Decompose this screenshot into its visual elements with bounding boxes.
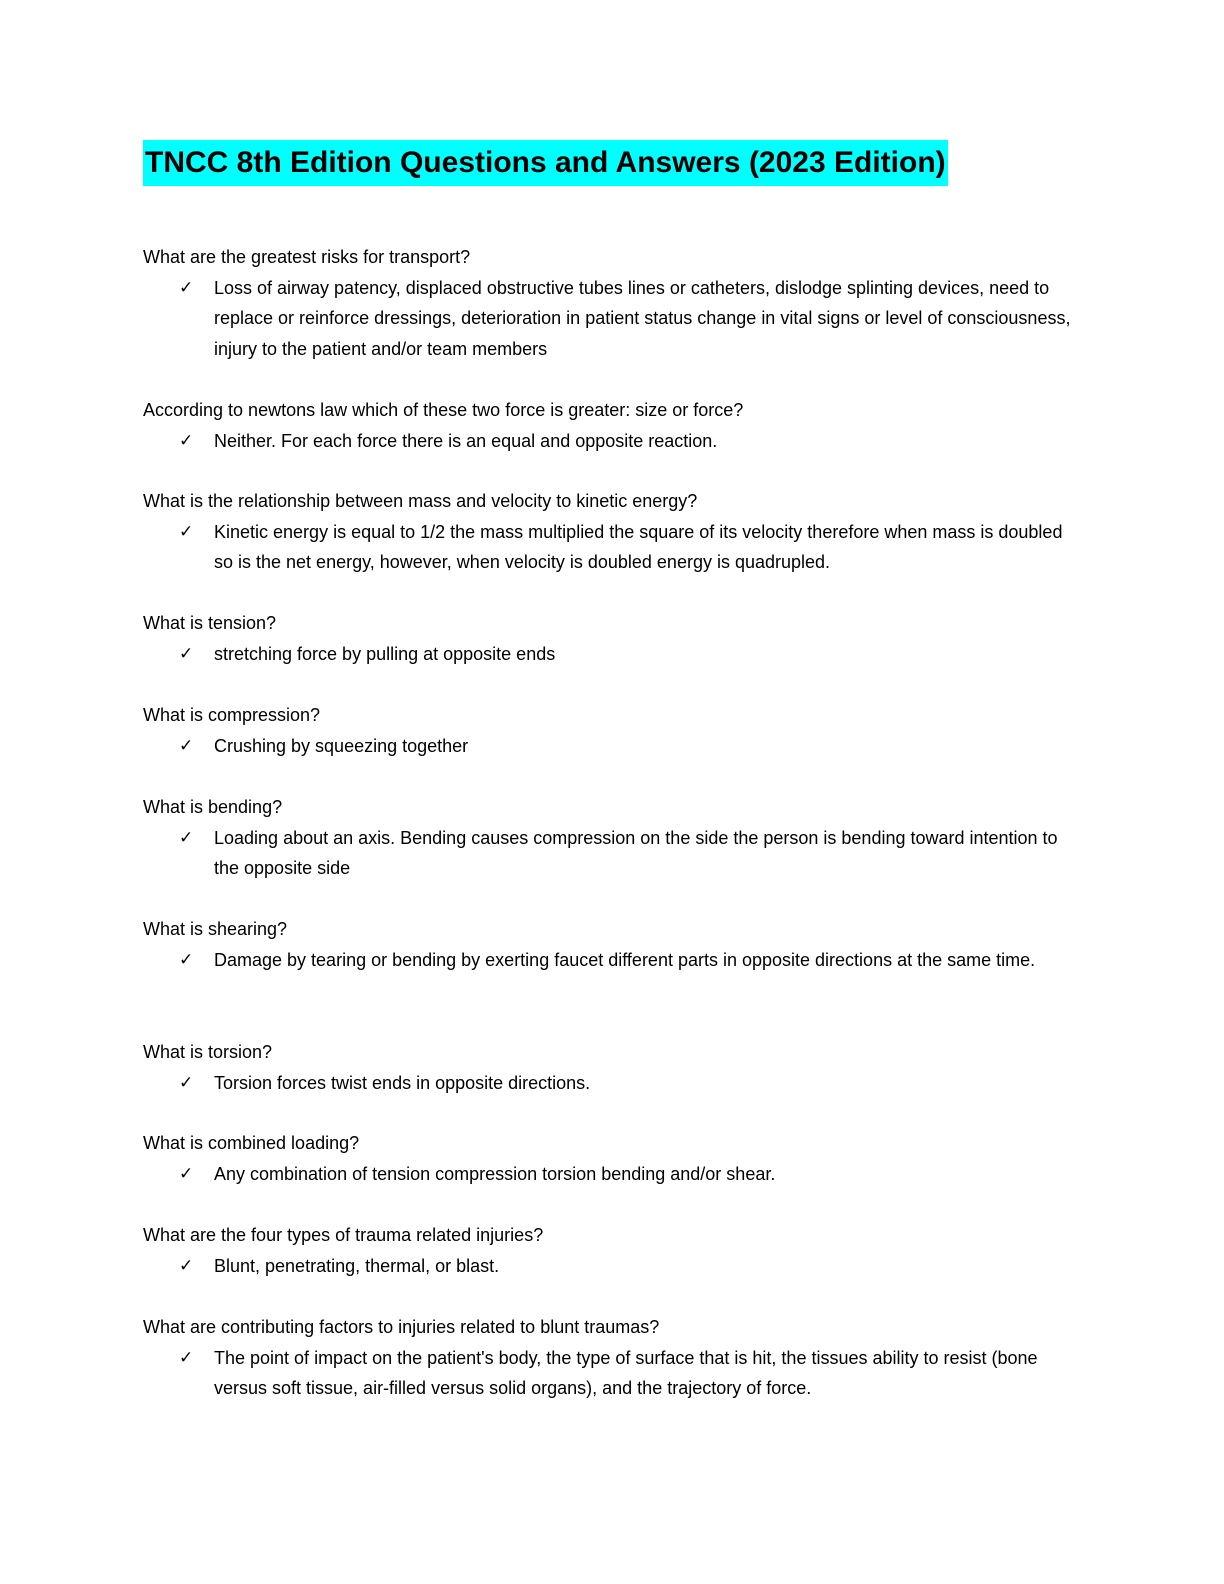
answer-item: [143, 1159, 1073, 1190]
answer-text: Blunt, penetrating, thermal, or blast.: [214, 1255, 500, 1276]
answer-text: The point of impact on the patient's body, the type of surface that is hit, the tissues ability to resist (bone versus soft tissue, air-filled versus solid organs), and the trajectory of force.: [214, 1347, 1038, 1399]
question-text: According to newtons law which of these two force is greater: size or force?: [143, 400, 744, 420]
question-text: What is combined loading?: [143, 1133, 360, 1153]
answer-text: Crushing by squeezing together: [214, 735, 469, 756]
qa-item: [143, 700, 1073, 761]
answer-item: [143, 639, 1073, 670]
answer-text: Kinetic energy is equal to 1/2 the mass multiplied the square of its velocity therefore when mass is doubled so is the net energy, however, when velocity is doubled energy is quadrupled.: [214, 521, 1063, 573]
answer-item: [143, 426, 1073, 457]
answer-text: Torsion forces twist ends in opposite directions.: [214, 1072, 591, 1093]
checkmark-icon: ✓: [179, 1072, 194, 1093]
document-title: TNCC 8th Edition Questions and Answers (2023 Edition): [143, 140, 948, 186]
question-text: What are the greatest risks for transport?: [143, 247, 471, 267]
answer-item: [143, 273, 1073, 365]
qa-item: [143, 1128, 1073, 1189]
qa-item: [143, 914, 1073, 975]
question-text: What is torsion?: [143, 1042, 273, 1062]
answer-text: Neither. For each force there is an equal and opposite reaction.: [214, 430, 718, 451]
answer-text: Loading about an axis. Bending causes compression on the side the person is bending toward intention to the opposite side: [214, 827, 1058, 879]
checkmark-icon: ✓: [179, 949, 194, 970]
answer-item: [143, 731, 1073, 762]
answer-text: Loss of airway patency, displaced obstructive tubes lines or catheters, dislodge splinting devices, need to replace or reinforce dressings, deterioration in patient status change in vital signs or level of consciousness, injury to the patient and/or team members: [214, 277, 1071, 359]
question-text: What are the four types of trauma related injuries?: [143, 1225, 544, 1245]
qa-item: [143, 1220, 1073, 1281]
answer-text: stretching force by pulling at opposite ends: [214, 643, 556, 664]
answer-item: [143, 1251, 1073, 1282]
checkmark-icon: ✓: [179, 643, 194, 664]
question-text: What is compression?: [143, 705, 321, 725]
answer-item: [143, 823, 1073, 884]
qa-item: [143, 395, 1073, 456]
answer-item: [143, 945, 1073, 976]
qa-item: [143, 1037, 1073, 1098]
checkmark-icon: ✓: [179, 1347, 194, 1368]
qa-item: [143, 792, 1073, 884]
checkmark-icon: ✓: [179, 521, 194, 542]
checkmark-icon: ✓: [179, 735, 194, 756]
qa-item: [143, 608, 1073, 669]
checkmark-icon: ✓: [179, 277, 194, 298]
answer-item: [143, 1068, 1073, 1099]
question-text: What is the relationship between mass and velocity to kinetic energy?: [143, 491, 698, 511]
answer-item: [143, 1343, 1073, 1404]
answer-item: [143, 517, 1073, 578]
question-text: What is shearing?: [143, 919, 288, 939]
checkmark-icon: ✓: [179, 1255, 194, 1276]
question-text: What is bending?: [143, 797, 283, 817]
checkmark-icon: ✓: [179, 1163, 194, 1184]
question-text: What is tension?: [143, 613, 277, 633]
answer-text: Any combination of tension compression torsion bending and/or shear.: [214, 1163, 776, 1184]
qa-item: [143, 242, 1073, 364]
checkmark-icon: ✓: [179, 827, 194, 848]
answer-text: Damage by tearing or bending by exerting faucet different parts in opposite directions at the same time.: [214, 949, 1036, 970]
qa-item: [143, 486, 1073, 578]
question-text: What are contributing factors to injuries related to blunt traumas?: [143, 1317, 660, 1337]
checkmark-icon: ✓: [179, 430, 194, 451]
qa-item: [143, 1312, 1073, 1404]
